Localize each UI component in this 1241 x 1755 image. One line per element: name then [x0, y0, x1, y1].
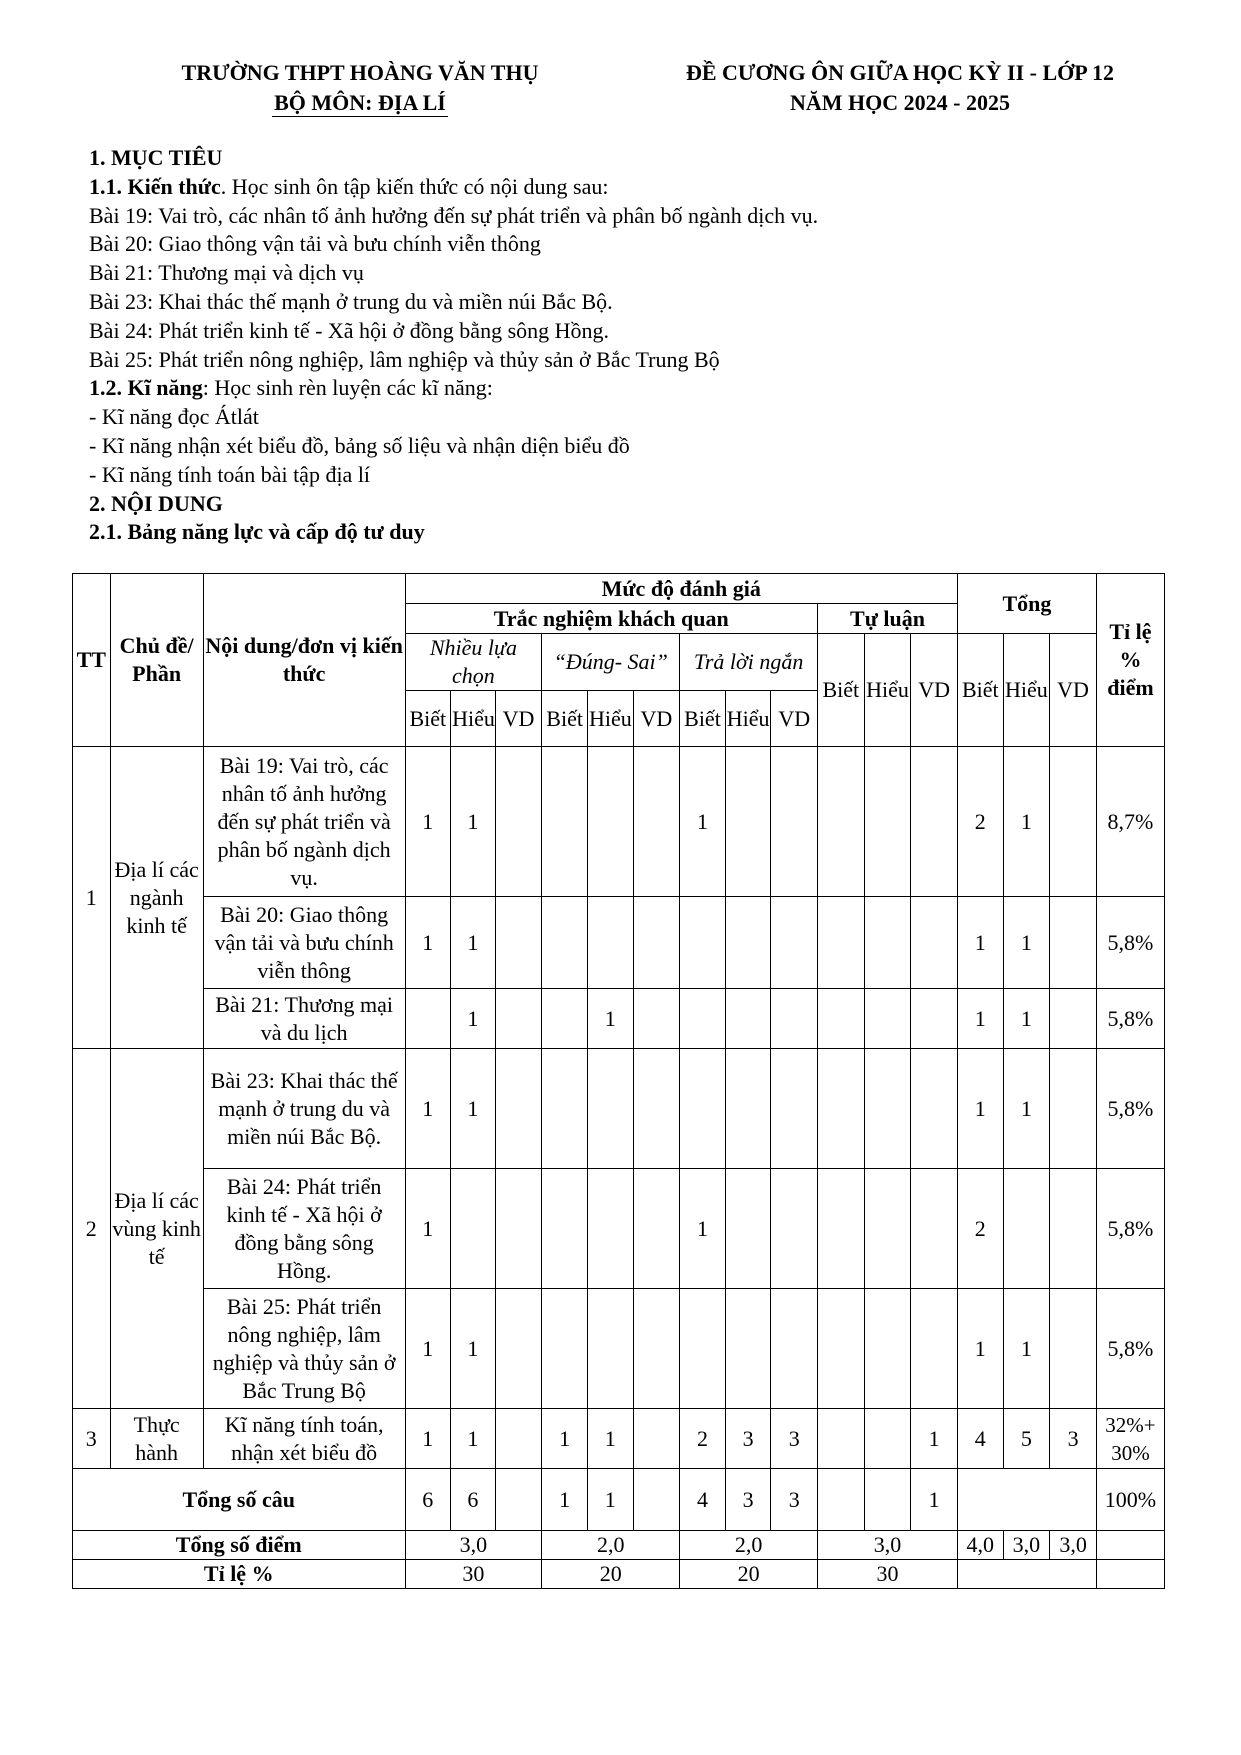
header-vd: VD [911, 634, 958, 747]
row-content: Bài 24: Phát triển kinh tế - Xã hội ở đồng bằng sông Hồng. [203, 1169, 405, 1289]
count-cell [542, 1169, 588, 1289]
table-row [73, 897, 1165, 989]
count-cell [495, 989, 542, 1049]
knowledge-text: . Học sinh ôn tập kiến thức có nội dung sau: [220, 173, 609, 199]
count-cell [725, 989, 771, 1049]
header-essay: Tự luận [818, 604, 958, 634]
count-cell [680, 989, 726, 1049]
percent-group-cell: 30 [405, 1560, 542, 1589]
row-number: 1 [73, 747, 111, 1049]
table-header [73, 574, 1165, 747]
header-biet: Biết [818, 634, 865, 747]
count-cell: 1 [1003, 747, 1050, 897]
count-cell [495, 1469, 542, 1531]
header-vd: VD [633, 691, 680, 747]
count-cell [542, 747, 588, 897]
header-short-answer: Trả lời ngắn [680, 634, 818, 691]
count-cell: 3 [771, 1469, 818, 1531]
count-cell [680, 1049, 726, 1169]
count-cell [818, 989, 865, 1049]
count-cell [495, 1409, 542, 1469]
count-cell: 3 [725, 1469, 771, 1531]
row-topic: Thực hành [110, 1409, 203, 1469]
count-cell [587, 747, 633, 897]
section-2-title: 2. NỘI DUNG [89, 490, 223, 516]
row-ratio: 32%+ 30% [1096, 1409, 1164, 1469]
header-hieu: Hiểu [451, 691, 496, 747]
total-questions-ratio: 100% [1096, 1469, 1164, 1531]
lesson-item: Bài 21: Thương mại và dịch vụ [89, 260, 364, 286]
header-biet: Biết [542, 691, 588, 747]
knowledge-line [89, 173, 1189, 202]
row-topic: Địa lí các vùng kinh tế [110, 1049, 203, 1409]
school-header [150, 58, 570, 118]
count-cell [911, 747, 958, 897]
header-ratio: Tỉ lệ % điểm [1096, 574, 1164, 747]
count-cell [1050, 1169, 1097, 1289]
count-cell [725, 897, 771, 989]
row-content: Bài 21: Thương mại và du lịch [203, 989, 405, 1049]
count-cell: 3 [725, 1409, 771, 1469]
count-cell [1050, 989, 1097, 1049]
count-cell [864, 747, 911, 897]
header-biet: Biết [958, 634, 1004, 747]
header-true-false: “Đúng- Sai” [542, 634, 680, 691]
total-points-row [73, 1531, 1165, 1560]
department-name: BỘ MÔN: ĐỊA LÍ [274, 90, 446, 115]
count-cell [633, 989, 680, 1049]
count-cell: 1 [1003, 989, 1050, 1049]
count-cell: 1 [451, 1289, 496, 1409]
count-cell [451, 1169, 496, 1289]
header-hieu: Hiểu [725, 691, 771, 747]
count-cell [495, 1169, 542, 1289]
exam-title: ĐỀ CƯƠNG ÔN GIỮA HỌC KỲ II - LỚP 12 [685, 60, 1114, 85]
total-questions-row [73, 1469, 1165, 1531]
row-ratio: 8,7% [1096, 747, 1164, 897]
count-cell [818, 1049, 865, 1169]
total-questions-label: Tổng số câu [73, 1469, 406, 1531]
count-cell: 1 [405, 1049, 451, 1169]
count-cell: 1 [587, 989, 633, 1049]
points-group-cell: 2,0 [680, 1531, 818, 1560]
table-row [73, 747, 1165, 897]
count-cell [1003, 1169, 1050, 1289]
count-cell [405, 989, 451, 1049]
row-ratio: 5,8% [1096, 989, 1164, 1049]
school-year: NĂM HỌC 2024 - 2025 [790, 90, 1010, 115]
count-cell [587, 897, 633, 989]
row-topic: Địa lí các ngành kinh tế [110, 747, 203, 1049]
header-vd: VD [1050, 634, 1097, 747]
row-number: 2 [73, 1049, 111, 1409]
points-total-cell: 4,0 [958, 1531, 1004, 1560]
count-cell [725, 1049, 771, 1169]
count-cell [864, 897, 911, 989]
count-cell: 1 [451, 1409, 496, 1469]
section-1-title: 1. MỤC TIÊU [89, 145, 223, 170]
count-cell [633, 1409, 680, 1469]
empty-cell [958, 1560, 1097, 1589]
count-cell: 5 [1003, 1409, 1050, 1469]
header-objective: Trắc nghiệm khách quan [405, 604, 818, 634]
section-2-subtitle: 2.1. Bảng năng lực và cấp độ tư duy [89, 519, 425, 545]
count-cell [864, 989, 911, 1049]
count-cell: 1 [958, 897, 1004, 989]
count-cell [911, 897, 958, 989]
count-cell [771, 897, 818, 989]
header-hieu: Hiểu [864, 634, 911, 747]
empty-cell [1096, 1531, 1164, 1560]
count-cell [771, 1169, 818, 1289]
count-cell [864, 1049, 911, 1169]
count-cell [680, 1289, 726, 1409]
count-cell: 2 [958, 747, 1004, 897]
school-name: TRƯỜNG THPT HOÀNG VĂN THỤ [181, 60, 539, 85]
header-hieu: Hiểu [1003, 634, 1050, 747]
count-cell: 1 [542, 1409, 588, 1469]
count-cell [1050, 897, 1097, 989]
count-cell [771, 1289, 818, 1409]
count-cell: 1 [958, 989, 1004, 1049]
count-cell: 1 [1003, 897, 1050, 989]
count-cell [633, 1289, 680, 1409]
count-cell [633, 1469, 680, 1531]
count-cell [818, 1469, 865, 1531]
count-cell [542, 989, 588, 1049]
count-cell [495, 1289, 542, 1409]
count-cell: 1 [405, 897, 451, 989]
header-tt: TT [73, 574, 111, 747]
header-content: Nội dung/đơn vị kiến thức [203, 574, 405, 747]
count-cell [771, 1049, 818, 1169]
lesson-item: Bài 23: Khai thác thế mạnh ở trung du và miền núi Bắc Bộ. [89, 288, 613, 314]
count-cell [818, 1289, 865, 1409]
count-cell: 1 [958, 1289, 1004, 1409]
skill-item: - Kĩ năng tính toán bài tập địa lí [89, 461, 371, 487]
skills-text: : Học sinh rèn luyện các kĩ năng: [202, 375, 493, 401]
count-cell [911, 989, 958, 1049]
percent-group-cell: 20 [542, 1560, 680, 1589]
count-cell [1050, 1289, 1097, 1409]
header-biet: Biết [680, 691, 726, 747]
header-topic: Chủ đề/ Phần [110, 574, 203, 747]
points-group-cell: 3,0 [818, 1531, 958, 1560]
count-cell [911, 1049, 958, 1169]
count-cell: 1 [405, 1289, 451, 1409]
count-cell [911, 1169, 958, 1289]
row-content: Kĩ năng tính toán, nhận xét biểu đồ [203, 1409, 405, 1469]
count-cell: 1 [680, 747, 726, 897]
count-cell [725, 1289, 771, 1409]
row-ratio: 5,8% [1096, 1169, 1164, 1289]
row-ratio: 5,8% [1096, 1049, 1164, 1169]
skill-item: - Kĩ năng đọc Átlát [89, 404, 259, 430]
row-content: Bài 20: Giao thông vận tải và bưu chính viễn thông [203, 897, 405, 989]
count-cell: 1 [405, 747, 451, 897]
lesson-item: Bài 25: Phát triển nông nghiệp, lâm nghiệp và thủy sản ở Bắc Trung Bộ [89, 346, 720, 372]
points-total-cell: 3,0 [1050, 1531, 1097, 1560]
count-cell [587, 1049, 633, 1169]
count-cell: 6 [405, 1469, 451, 1531]
count-cell: 1 [451, 989, 496, 1049]
count-cell [495, 747, 542, 897]
count-cell [633, 897, 680, 989]
count-cell: 1 [405, 1169, 451, 1289]
count-cell [542, 897, 588, 989]
count-cell [864, 1409, 911, 1469]
count-cell [587, 1289, 633, 1409]
count-cell [1050, 747, 1097, 897]
count-cell: 1 [1003, 1289, 1050, 1409]
header-total: Tổng [958, 574, 1097, 634]
percent-group-cell: 30 [818, 1560, 958, 1589]
count-cell [864, 1469, 911, 1531]
count-cell [818, 897, 865, 989]
count-cell: 1 [451, 1049, 496, 1169]
count-cell: 1 [911, 1409, 958, 1469]
row-content: Bài 23: Khai thác thế mạnh ở trung du và miền núi Bắc Bộ. [203, 1049, 405, 1169]
count-cell: 1 [451, 747, 496, 897]
row-content: Bài 25: Phát triển nông nghiệp, lâm nghiệp và thủy sản ở Bắc Trung Bộ [203, 1289, 405, 1409]
count-cell [911, 1289, 958, 1409]
count-cell: 2 [680, 1409, 726, 1469]
skill-item: - Kĩ năng nhận xét biểu đồ, bảng số liệu và nhận diện biểu đồ [89, 432, 630, 458]
count-cell [864, 1289, 911, 1409]
count-cell [725, 1169, 771, 1289]
table-row [73, 1169, 1165, 1289]
count-cell [633, 747, 680, 897]
count-cell: 1 [958, 1049, 1004, 1169]
header-multiple-choice: Nhiều lựa chọn [405, 634, 542, 691]
count-cell: 3 [771, 1409, 818, 1469]
count-cell [818, 1169, 865, 1289]
row-content: Bài 19: Vai trò, các nhân tố ảnh hưởng đến sự phát triển và phân bố ngành dịch vụ. [203, 747, 405, 897]
knowledge-label: 1.1. Kiến thức [89, 173, 221, 199]
count-cell: 1 [405, 1409, 451, 1469]
count-cell [587, 1169, 633, 1289]
exam-header [650, 58, 1150, 118]
count-cell [864, 1169, 911, 1289]
count-cell: 1 [587, 1469, 633, 1531]
count-cell [771, 747, 818, 897]
points-group-cell: 3,0 [405, 1531, 542, 1560]
total-empty-cell [958, 1469, 1097, 1531]
empty-cell [1096, 1560, 1164, 1589]
points-total-cell: 3,0 [1003, 1531, 1050, 1560]
count-cell [725, 747, 771, 897]
count-cell [495, 1049, 542, 1169]
lesson-item: Bài 24: Phát triển kinh tế - Xã hội ở đồng bằng sông Hồng. [89, 317, 610, 343]
count-cell: 1 [451, 897, 496, 989]
count-cell: 2 [958, 1169, 1004, 1289]
table-row [73, 1049, 1165, 1169]
header-hieu: Hiểu [587, 691, 633, 747]
table-body [73, 747, 1165, 1589]
count-cell [633, 1169, 680, 1289]
count-cell: 1 [911, 1469, 958, 1531]
table-row [73, 989, 1165, 1049]
count-cell: 3 [1050, 1409, 1097, 1469]
count-cell [771, 989, 818, 1049]
objectives-section [89, 144, 1189, 547]
count-cell: 4 [680, 1469, 726, 1531]
skills-line [89, 374, 1189, 403]
row-ratio: 5,8% [1096, 897, 1164, 989]
table-row [73, 1289, 1165, 1409]
row-number: 3 [73, 1409, 111, 1469]
count-cell [1050, 1049, 1097, 1169]
count-cell [818, 747, 865, 897]
assessment-matrix-table [72, 573, 1165, 1589]
count-cell [633, 1049, 680, 1169]
lesson-item: Bài 20: Giao thông vận tải và bưu chính viễn thông [89, 231, 541, 257]
count-cell [680, 897, 726, 989]
count-cell [542, 1289, 588, 1409]
count-cell: 1 [542, 1469, 588, 1531]
count-cell: 1 [1003, 1049, 1050, 1169]
percent-group-cell: 20 [680, 1560, 818, 1589]
count-cell [818, 1409, 865, 1469]
header-vd: VD [771, 691, 818, 747]
lesson-item: Bài 19: Vai trò, các nhân tố ảnh hưởng đến sự phát triển và phân bố ngành dịch vụ. [89, 202, 819, 228]
skills-label: 1.2. Kĩ năng [89, 375, 203, 401]
header-biet: Biết [405, 691, 451, 747]
total-points-label: Tổng số điểm [73, 1531, 406, 1560]
count-cell: 4 [958, 1409, 1004, 1469]
percent-row [73, 1560, 1165, 1589]
percent-label: Tỉ lệ % [73, 1560, 406, 1589]
count-cell [542, 1049, 588, 1169]
header-level: Mức độ đánh giá [405, 574, 958, 604]
count-cell: 1 [587, 1409, 633, 1469]
count-cell: 6 [451, 1469, 496, 1531]
points-group-cell: 2,0 [542, 1531, 680, 1560]
table-row [73, 1409, 1165, 1469]
header-vd: VD [495, 691, 542, 747]
count-cell: 1 [680, 1169, 726, 1289]
header-row [73, 574, 1165, 604]
count-cell [495, 897, 542, 989]
row-ratio: 5,8% [1096, 1289, 1164, 1409]
